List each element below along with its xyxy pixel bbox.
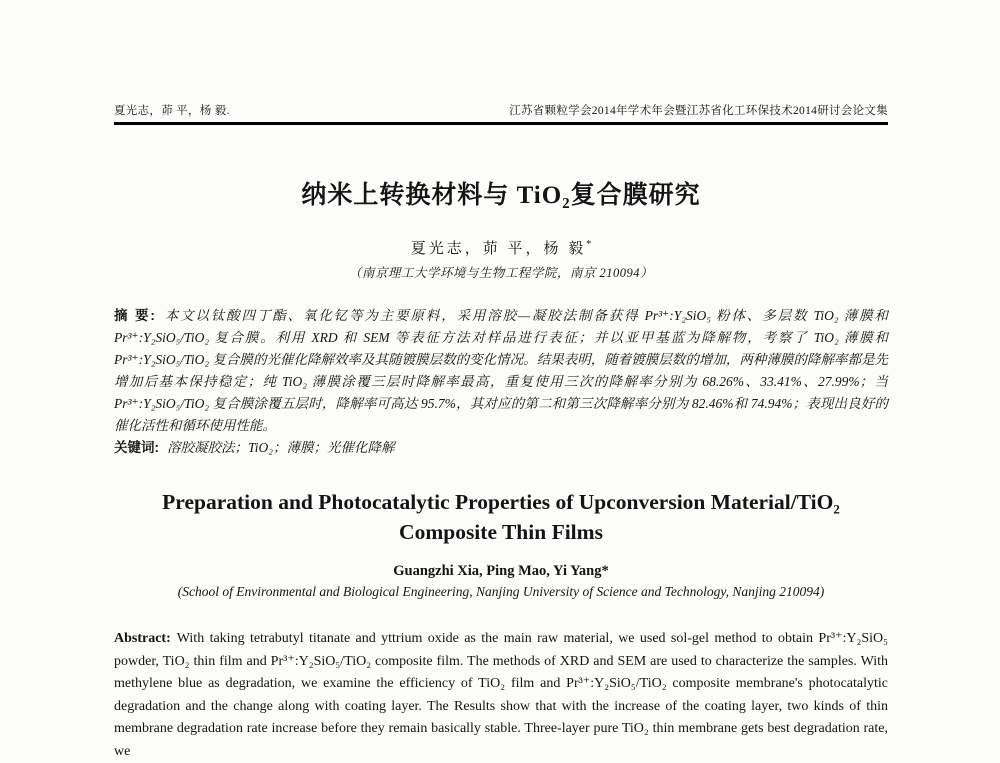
chinese-affiliation: （南京理工大学环境与生物工程学院，南京 210094） [348, 266, 654, 280]
chinese-keywords [114, 437, 888, 459]
chinese-abstract-text: 本文以钛酸四丁酯、氧化钇等为主要原料，采用溶胶—凝胶法制备获得 Pr³⁺:Y₂SiO₅ 粉体、多层数 TiO₂ 薄膜和 Pr³⁺:Y₂SiO₅/TiO₂ 复合膜。利用 XRD 和 SEM 等表征方法对样品进行表征；并以亚甲基蓝为降解物，考察了 TiO₂ 薄膜和 Pr³⁺:Y₂SiO₅/TiO₂ 复合膜的光催化降解效率及其随镀膜层数的变化情况。结果表明，随着镀膜层数的增加，两种薄膜的降解率都是先增加后基本保持稳定；纯 TiO₂ 薄膜涂覆三层时降解率最高，重复使用三次的降解率分别为 68.26%、33.41%、27.99%；当 Pr³⁺:Y₂SiO₅/TiO₂ 复合膜涂覆五层时，降解率可高达 95.7%，其对应的第二和第三次降解率分别为 82.46%和 74.94%；表现出良好的催化活性和循环使用性能。 [114, 308, 889, 433]
chinese-authors-names: 夏光志，茆 平，杨 毅 [410, 241, 587, 257]
english-authors: Guangzhi Xia, Ping Mao, Yi Yang* [393, 563, 609, 580]
chinese-authors [114, 237, 888, 258]
english-abstract-label: Abstract: [114, 631, 171, 647]
running-header [114, 102, 888, 118]
header-authors: 夏光志，茆 平，杨 毅. [114, 105, 230, 117]
english-abstract-text: With taking tetrabutyl titanate and yttrium oxide as the main raw material, we used sol-gel method to obtain Pr³⁺:Y₂SiO₅ powder, TiO₂ thin film and Pr³⁺:Y₂SiO₅/TiO₂ composite film. The methods of XRD and SEM are used to characterize the samples. With methylene blue as degradation, we examine the efficiency of TiO₂ film and Pr³⁺:Y₂SiO₅/TiO₂ composite membrane's photocatalytic degradation and the change along with coating layer. The Results show that with the increase of the coating layer, two kinds of thin membrane degradation rate increase before they remain basically stable. Three-layer pure TiO₂ thin membrane gets best degradation rate, we [114, 631, 888, 759]
chinese-keywords-text: 溶胶凝胶法；TiO₂；薄膜；光催化降解 [167, 440, 395, 455]
chinese-abstract-label: 摘 要: [114, 308, 155, 323]
english-title: Preparation and Photocatalytic Properties of Upconversion Material/TiO₂ Composite Thin Films [162, 490, 840, 545]
english-affiliation: (School of Environmental and Biological Engineering, Nanjing University of Science and Technology, Nanjing 210094) [177, 584, 825, 600]
chinese-keywords-label: 关键词: [114, 440, 159, 455]
corresponding-author-mark: * [586, 239, 592, 250]
header-rule [114, 122, 888, 125]
header-proceedings-title: 江苏省颗粒学会2014年学术年会暨江苏省化工环保技术2014研讨会论文集 [509, 105, 888, 117]
chinese-abstract [114, 305, 888, 437]
english-abstract [114, 628, 888, 763]
chinese-title: 纳米上转换材料与 TiO₂复合膜研究 [301, 182, 701, 209]
